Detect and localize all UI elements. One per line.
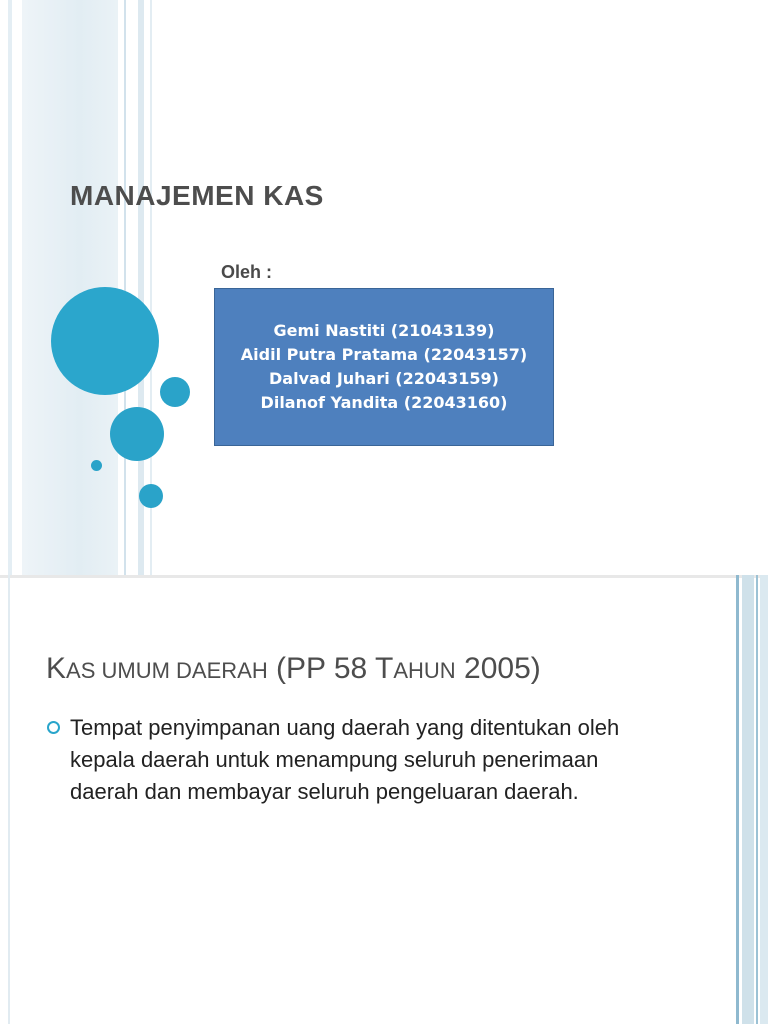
decorative-stripe — [8, 0, 12, 575]
author-name: Aidil Putra Pratama (22043157) — [240, 345, 528, 364]
slide-title: MANAJEMEN KAS — [70, 180, 324, 211]
bullet-text: Tempat penyimpanan uang daerah yang ditentukan oleh kepala daerah untuk menampung seluruh penerimaan daerah dan membayar seluruh pengeluaran daerah. — [70, 715, 620, 804]
title-part: 2005) — [455, 652, 541, 685]
decorative-circle-large — [51, 287, 159, 395]
decorative-circle — [160, 377, 190, 407]
authors-box — [214, 288, 554, 446]
decorative-stripe — [756, 575, 758, 1024]
slide-2-title — [46, 652, 541, 686]
decorative-line — [124, 0, 126, 575]
bullet-circle-icon — [47, 721, 60, 734]
decorative-circle — [139, 484, 163, 508]
decorative-stripe — [742, 575, 754, 1024]
title-part: (PP 58 — [276, 652, 376, 685]
decorative-stripe — [760, 575, 768, 1024]
title-part: AHUN — [393, 658, 456, 683]
decorative-line — [8, 575, 10, 1024]
title-part: AS UMUM DAERAH — [66, 658, 268, 683]
decorative-circle — [110, 407, 164, 461]
title-part: K — [46, 652, 67, 685]
slide-divider — [0, 575, 768, 578]
author-name: Gemi Nastiti (21043139) — [273, 321, 495, 340]
decorative-stripe — [736, 575, 739, 1024]
author-name: Dilanof Yandita (22043160) — [260, 393, 508, 412]
decorative-circle-small — [91, 460, 102, 471]
author-label: Oleh : — [221, 262, 273, 282]
title-part: T — [375, 652, 394, 685]
author-name: Dalvad Juhari (22043159) — [269, 369, 499, 388]
